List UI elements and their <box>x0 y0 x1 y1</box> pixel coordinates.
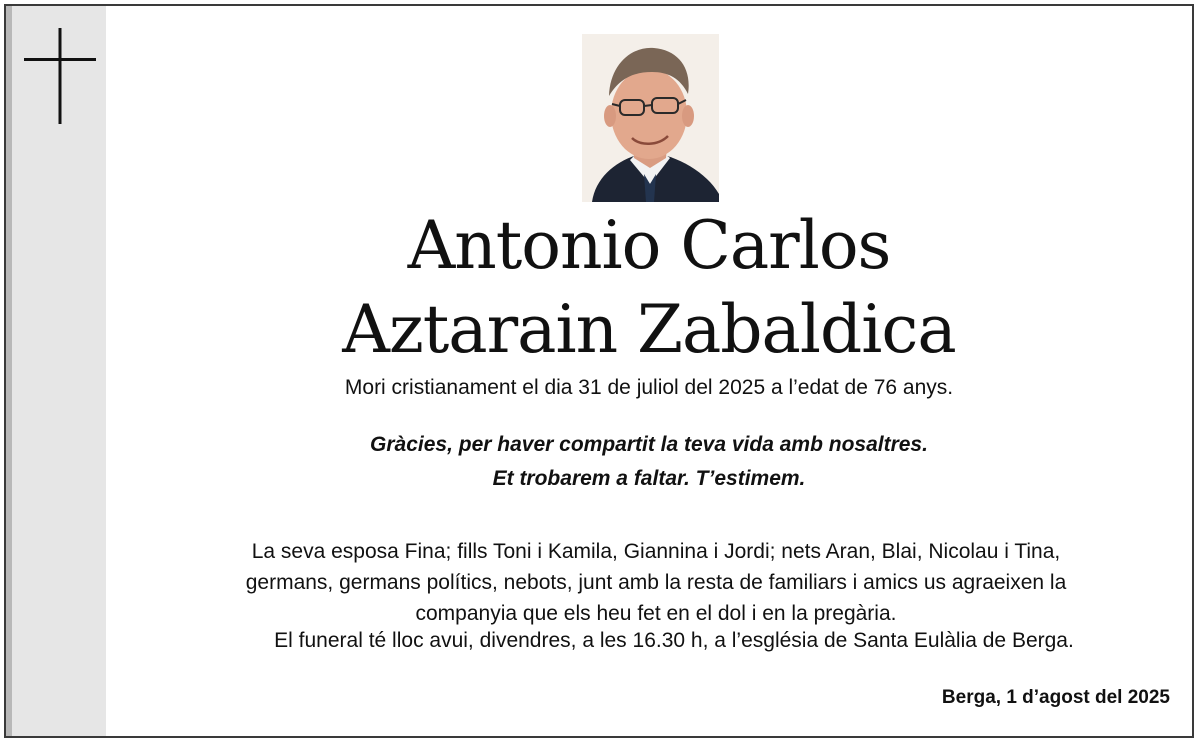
funeral-details: El funeral té lloc avui, divendres, a les 16.30 h, a l’església de Santa Eulàlia de Berga. <box>274 629 1074 652</box>
place-and-date: Berga, 1 d’agost del 2025 <box>941 687 1170 708</box>
deceased-first-names: Antonio Carlos <box>407 207 891 284</box>
family-line-1: La seva esposa Fina; fills Toni i Kamila, Giannina i Jordi; nets Aran, Blai, Nicolau i Tina, <box>251 540 1061 563</box>
farewell-quote-line-1: Gràcies, per haver compartit la teva vida amb nosaltres. <box>370 433 928 456</box>
side-band <box>6 6 106 736</box>
cross-icon <box>24 28 96 124</box>
deceased-surnames: Aztarain Zabaldica <box>342 291 956 368</box>
farewell-quote-line-2: Et trobarem a faltar. T’estimem. <box>492 467 806 490</box>
death-announcement: Mori cristianament el dia 31 de juliol del 2025 a l’edat de 76 anys. <box>344 376 954 399</box>
obituary-notice <box>4 4 1194 738</box>
family-line-2: germans, germans polítics, nebots, junt amb la resta de familiars i amics us agraeixen la <box>245 571 1067 594</box>
family-mourners <box>136 536 1176 629</box>
family-line-3: companyia que els heu fet en el dol i en la pregària. <box>415 602 897 625</box>
portrait-photo <box>582 34 719 202</box>
